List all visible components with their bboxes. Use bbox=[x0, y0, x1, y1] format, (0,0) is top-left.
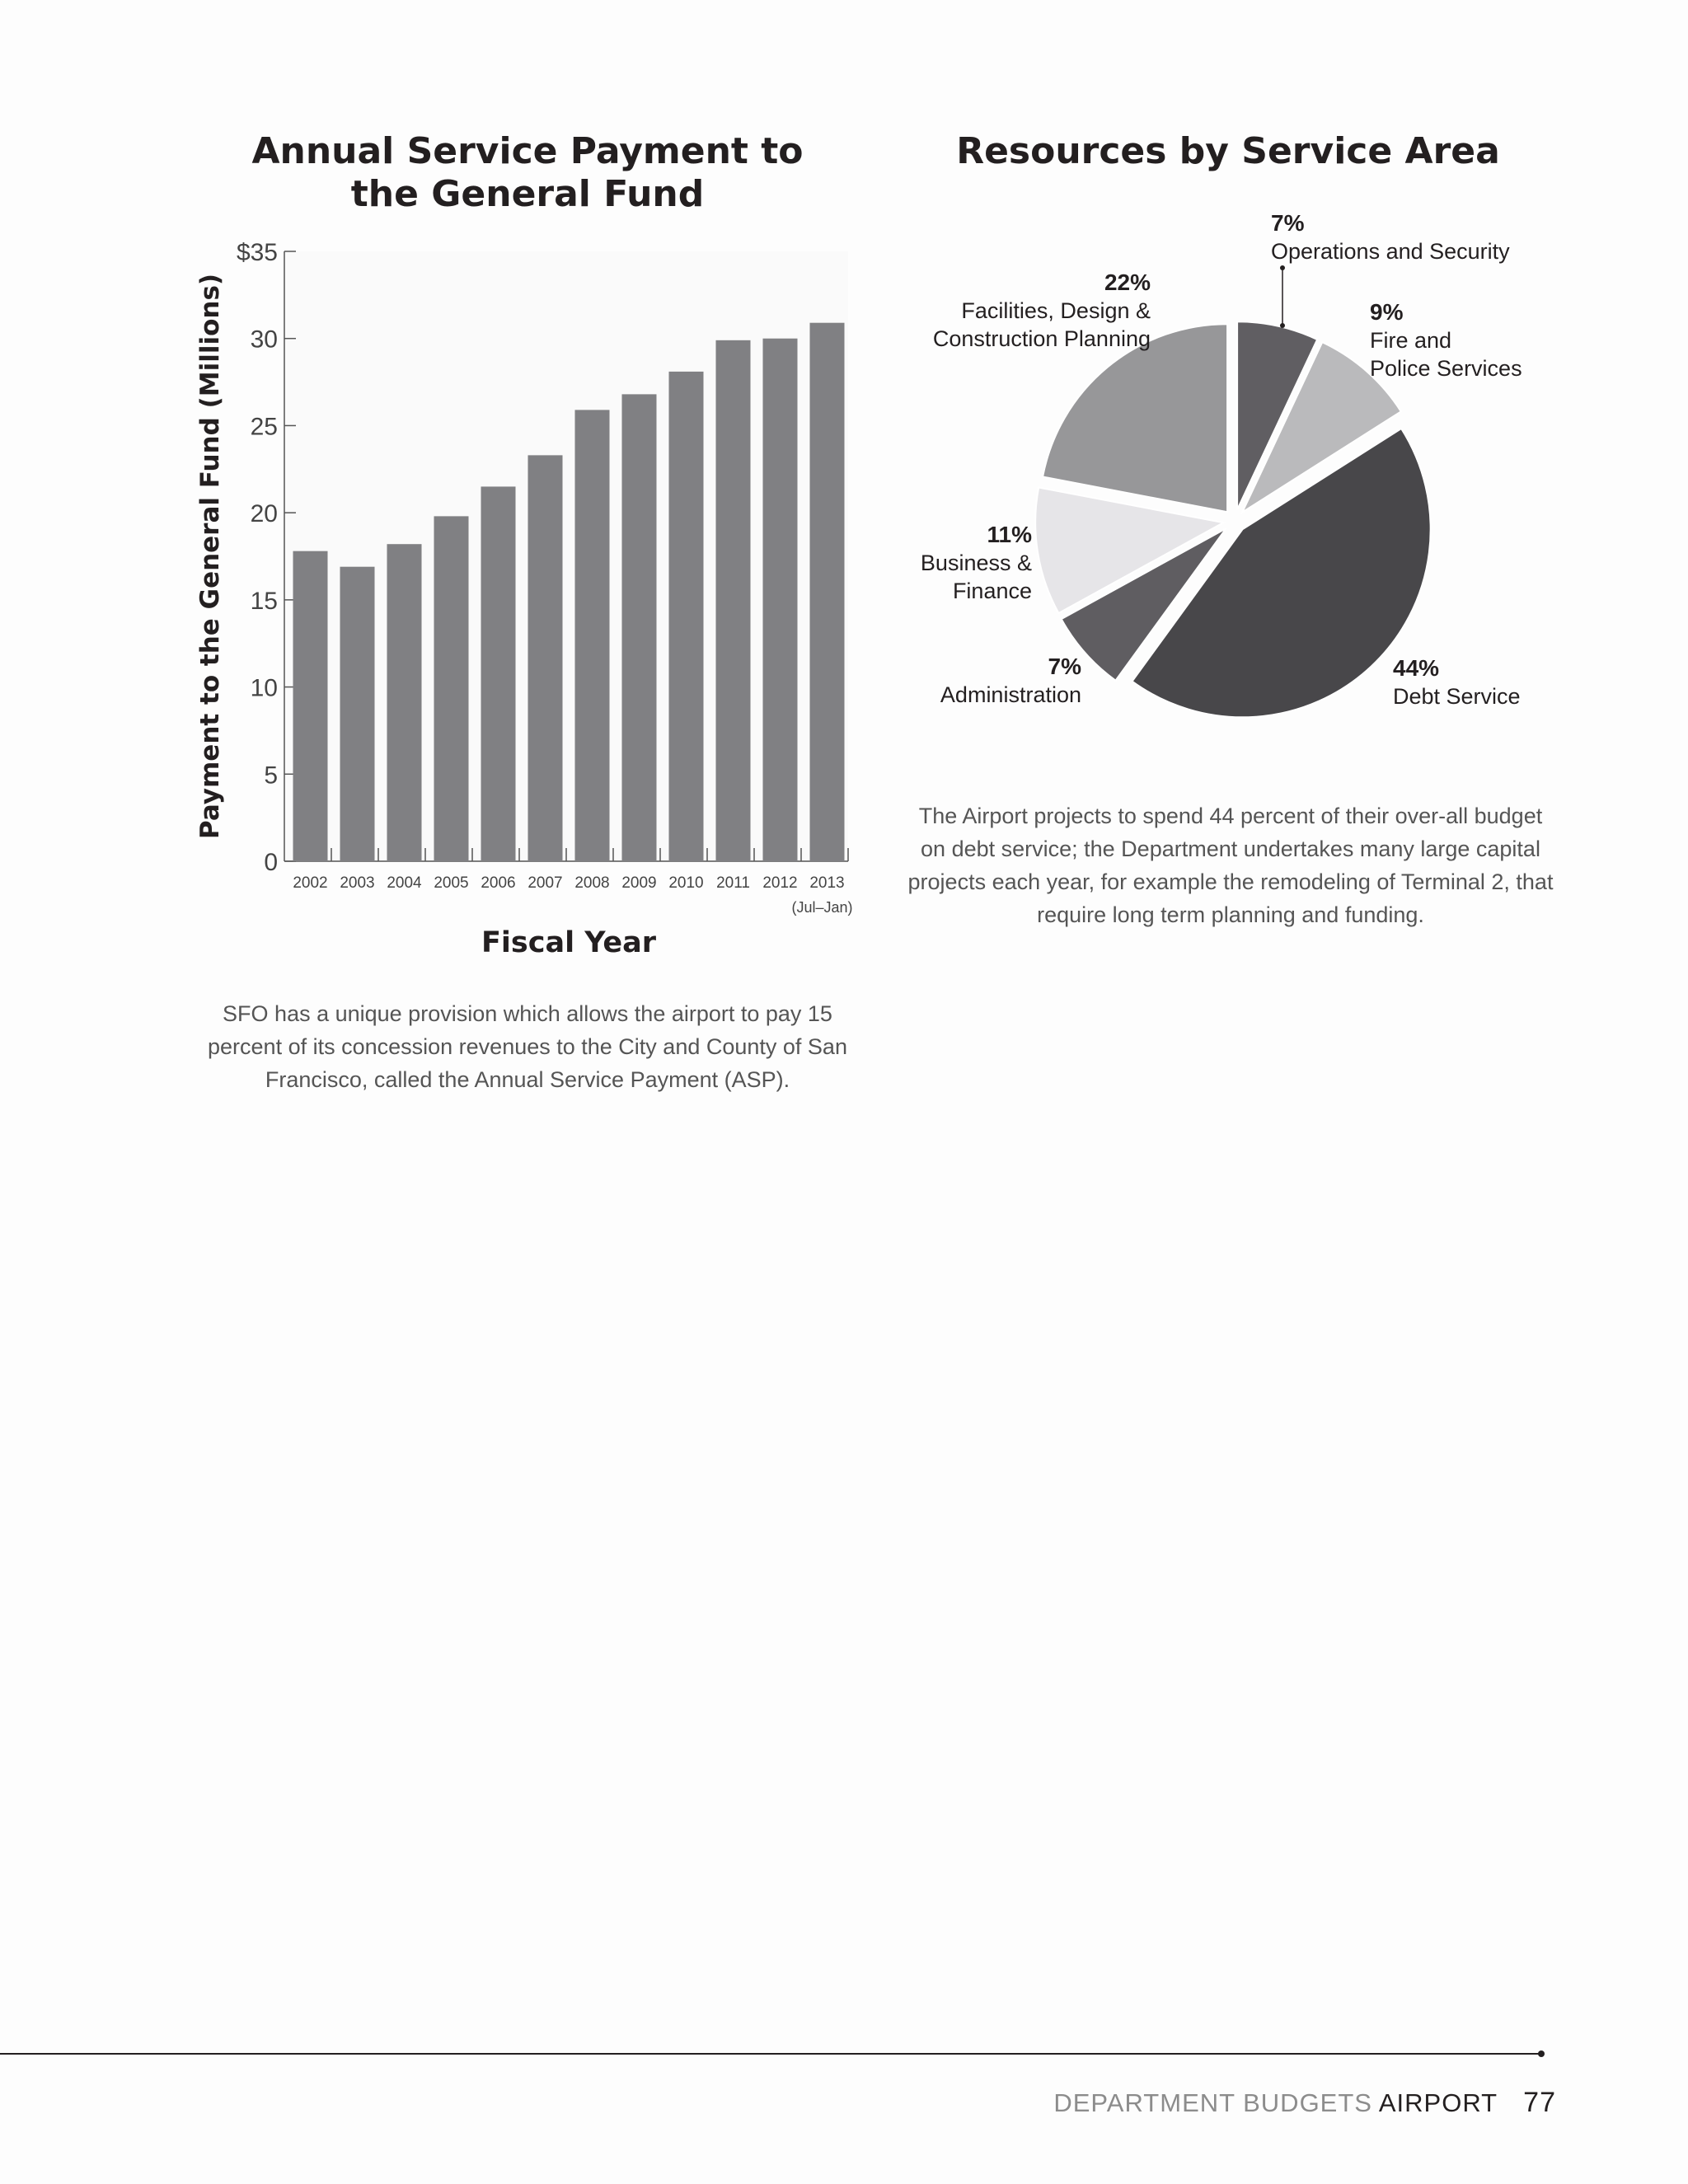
bar-2009 bbox=[622, 394, 657, 861]
y-tick-label: 20 bbox=[250, 500, 278, 528]
pie-percent-label: 44% bbox=[1393, 655, 1440, 681]
pie-percent-label: 11% bbox=[987, 522, 1032, 547]
bar-chart-title-line-1: Annual Service Payment to bbox=[251, 130, 804, 172]
x-tick-label: 2006 bbox=[481, 874, 516, 892]
x-tick-label: 2012 bbox=[762, 874, 798, 892]
pie-chart-title-text: Resources by Service Area bbox=[956, 130, 1500, 172]
pie-slice-label: Business & bbox=[920, 551, 1032, 575]
bar-2013 bbox=[810, 323, 845, 861]
bar-2004 bbox=[387, 544, 422, 861]
page-footer bbox=[1053, 2087, 1556, 2119]
x-tick-label: 2005 bbox=[434, 874, 469, 892]
y-tick-label: 0 bbox=[264, 849, 278, 876]
pie-percent-label: 9% bbox=[1370, 299, 1404, 325]
bar-chart-caption: SFO has a unique provision which allows the airport to pay 15 percent of its concession revenues to the City and County of San Francisco, called the Annual Service Payment (ASP). bbox=[208, 1001, 847, 1092]
bar-2005 bbox=[434, 516, 469, 861]
footer-department-label: AIRPORT bbox=[1378, 2088, 1498, 2117]
footer-rule bbox=[0, 2053, 1543, 2055]
x-tick-label: 2010 bbox=[668, 874, 704, 892]
pie-chart-title bbox=[898, 130, 1558, 173]
bar-chart-title-line-2: the General Fund bbox=[350, 173, 705, 215]
pie-slice-label: Operations and Security bbox=[1271, 239, 1510, 264]
pie-slice-label: Fire and bbox=[1370, 328, 1452, 353]
y-tick-label: 25 bbox=[250, 413, 278, 441]
x-axis-label: Fiscal Year bbox=[481, 926, 657, 959]
x-tick-label: 2002 bbox=[293, 874, 328, 892]
bar-2012 bbox=[763, 339, 798, 861]
y-tick-label: 5 bbox=[264, 762, 278, 790]
y-axis-label: Payment to the General Fund (Millions) bbox=[195, 273, 225, 840]
x-tick-label: 2009 bbox=[621, 874, 657, 892]
x-tick-label: 2011 bbox=[716, 874, 750, 892]
pie-slice-label: Administration bbox=[940, 682, 1081, 707]
bar-2011 bbox=[716, 340, 751, 861]
bar-2010 bbox=[669, 372, 704, 861]
x-tick-label: 2013 bbox=[809, 874, 845, 892]
footer-section-label: DEPARTMENT BUDGETS bbox=[1053, 2088, 1372, 2117]
x-tick-label: 2008 bbox=[574, 874, 610, 892]
resources-by-service-area-pie-chart bbox=[890, 198, 1566, 758]
footer-rule-end-dot bbox=[1538, 2050, 1545, 2057]
pie-slice-label: Finance bbox=[952, 579, 1032, 603]
pie-slice-label: Debt Service bbox=[1393, 684, 1521, 709]
pie-percent-label: 7% bbox=[1048, 654, 1081, 679]
bar-2007 bbox=[528, 455, 563, 861]
bar-2006 bbox=[481, 486, 516, 861]
pie-slice-label: Facilities, Design & bbox=[961, 298, 1151, 323]
pie-percent-label: 7% bbox=[1271, 210, 1305, 236]
y-tick-label: 15 bbox=[250, 587, 278, 615]
bar-2003 bbox=[340, 567, 375, 861]
page-number: 77 bbox=[1523, 2087, 1556, 2118]
pie-slice-facilities-design-construction-planning bbox=[1043, 324, 1227, 512]
bar-2002 bbox=[293, 551, 328, 861]
bar-2008 bbox=[575, 410, 610, 861]
y-tick-label: $35 bbox=[236, 239, 278, 266]
pie-slice-label: Police Services bbox=[1370, 356, 1522, 381]
y-tick-label: 30 bbox=[250, 326, 278, 354]
x-tick-label: 2004 bbox=[387, 874, 422, 892]
pie-chart-caption: The Airport projects to spend 44 percent of their over-all budget on debt service; the Department undertakes many large capital projects each year, for example the remodeling of Terminal 2, that require long term planning and funding. bbox=[907, 804, 1554, 927]
pie-leader-dot-top bbox=[1280, 265, 1285, 270]
x-tick-note: (Jul–Jan) bbox=[791, 899, 853, 916]
pie-percent-label: 22% bbox=[1104, 269, 1151, 295]
annual-service-payment-bar-chart bbox=[190, 223, 865, 981]
pie-slice-label: Construction Planning bbox=[932, 326, 1151, 351]
bar-chart-title bbox=[198, 130, 857, 216]
pie-leader-dot-bottom bbox=[1280, 323, 1285, 328]
y-tick-label: 10 bbox=[250, 674, 278, 702]
x-tick-label: 2003 bbox=[340, 874, 375, 892]
x-tick-label: 2007 bbox=[528, 874, 563, 892]
